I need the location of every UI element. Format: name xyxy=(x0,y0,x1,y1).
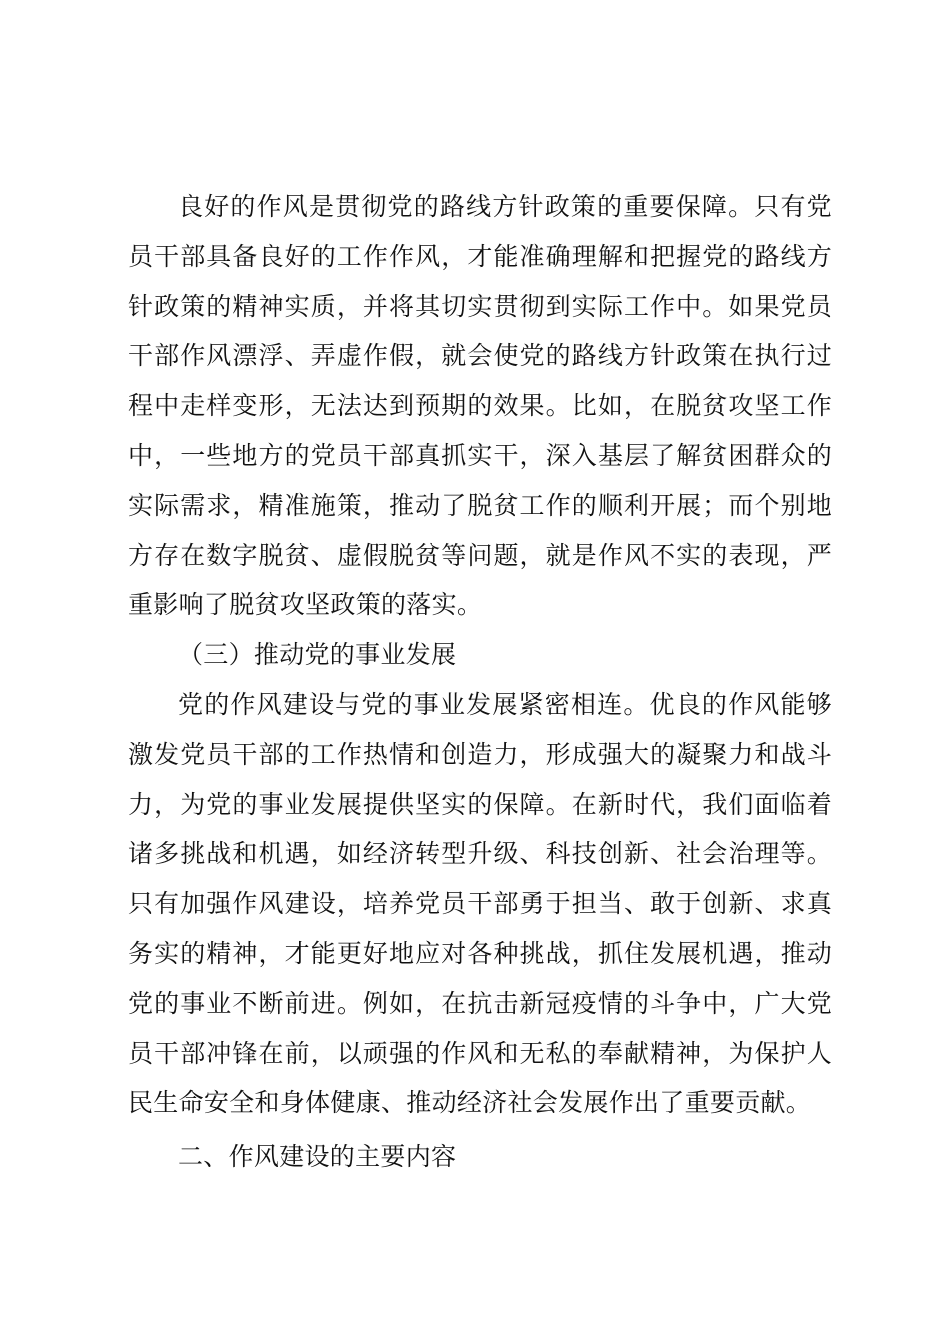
paragraph: 良好的作风是贯彻党的路线方针政策的重要保障。只有党员干部具备良好的工作作风，才能准确理解和把握党的路线方针政策的精神实质，并将其切实贯彻到实际工作中。如果党员干部作风漂浮、弄虚作假，就会使党的路线方针政策在执行过程中走样变形，无法达到预期的效果。比如，在脱贫攻坚工作中，一些地方的党员干部真抓实干，深入基层了解贫困群众的实际需求，精准施策，推动了脱贫工作的顺利开展；而个别地方存在数字脱贫、虚假脱贫等问题，就是作风不实的表现，严重影响了脱贫攻坚政策的落实。 xyxy=(128,192,832,620)
subheading: （三）推动党的事业发展 xyxy=(178,640,457,670)
document-body xyxy=(128,182,832,1182)
section-title: 二、作风建设的主要内容 xyxy=(178,1142,457,1172)
paragraph: 党的作风建设与党的事业发展紧密相连。优良的作风能够激发党员干部的工作热情和创造力，形成强大的凝聚力和战斗力，为党的事业发展提供坚实的保障。在新时代，我们面临着诸多挑战和机遇，如经济转型升级、科技创新、社会治理等。只有加强作风建设，培养党员干部勇于担当、敢于创新、求真务实的精神，才能更好地应对各种挑战，抓住发展机遇，推动党的事业不断前进。例如，在抗击新冠疫情的斗争中，广大党员干部冲锋在前，以顽强的作风和无私的奉献精神，为保护人民生命安全和身体健康、推动经济社会发展作出了重要贡献。 xyxy=(128,689,832,1118)
